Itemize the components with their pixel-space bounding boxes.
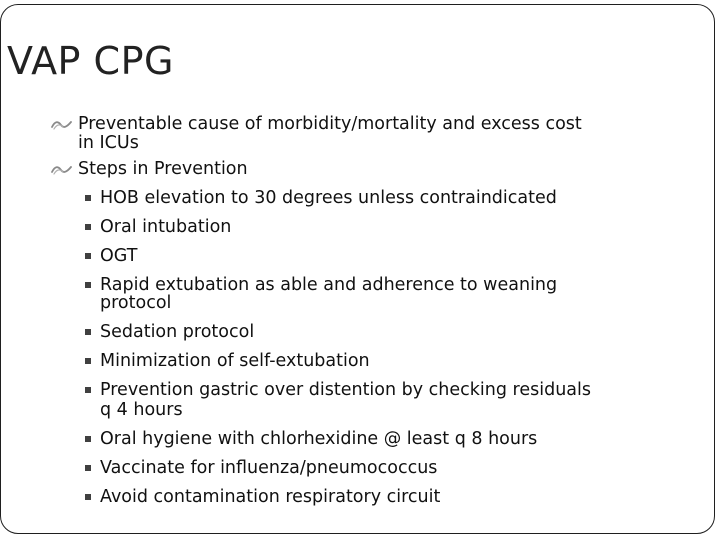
square-bullet-icon <box>85 282 91 288</box>
slide-title: VAP CPG <box>7 39 174 83</box>
sub-bullet-text: Sedation protocol <box>100 322 255 342</box>
sub-bullet-text: Oral hygiene with chlorhexidine @ least q 8 hours <box>100 429 538 449</box>
sub-bullet-text: protocol <box>100 293 172 313</box>
sub-bullet-text: OGT <box>100 246 138 266</box>
sub-bullet-text: Rapid extubation as able and adherence to weaning <box>100 275 558 295</box>
square-bullet-icon <box>85 253 91 259</box>
sub-bullet-text: Oral intubation <box>100 217 232 237</box>
bullet-text-line: in ICUs <box>78 133 139 153</box>
bullet-text-line: Steps in Prevention <box>78 159 248 179</box>
square-bullet-icon <box>85 465 91 471</box>
wave-bullet-icon <box>51 119 73 131</box>
slide-frame <box>0 4 715 534</box>
sub-bullet-text: Avoid contamination respiratory circuit <box>100 487 441 507</box>
sub-bullet-text: HOB elevation to 30 degrees unless contraindicated <box>100 188 557 208</box>
sub-bullet-text: Minimization of self-extubation <box>100 351 370 371</box>
square-bullet-icon <box>85 387 91 393</box>
bullet-text-line: Preventable cause of morbidity/mortality and excess cost <box>78 114 582 134</box>
sub-bullet-text: Prevention gastric over distention by checking residuals <box>100 380 591 400</box>
square-bullet-icon <box>85 358 91 364</box>
square-bullet-icon <box>85 195 91 201</box>
square-bullet-icon <box>85 436 91 442</box>
sub-bullet-text: q 4 hours <box>100 400 183 420</box>
sub-bullet-text: Vaccinate for influenza/pneumococcus <box>100 458 438 478</box>
square-bullet-icon <box>85 329 91 335</box>
square-bullet-icon <box>85 224 91 230</box>
wave-bullet-icon <box>51 164 73 176</box>
square-bullet-icon <box>85 494 91 500</box>
